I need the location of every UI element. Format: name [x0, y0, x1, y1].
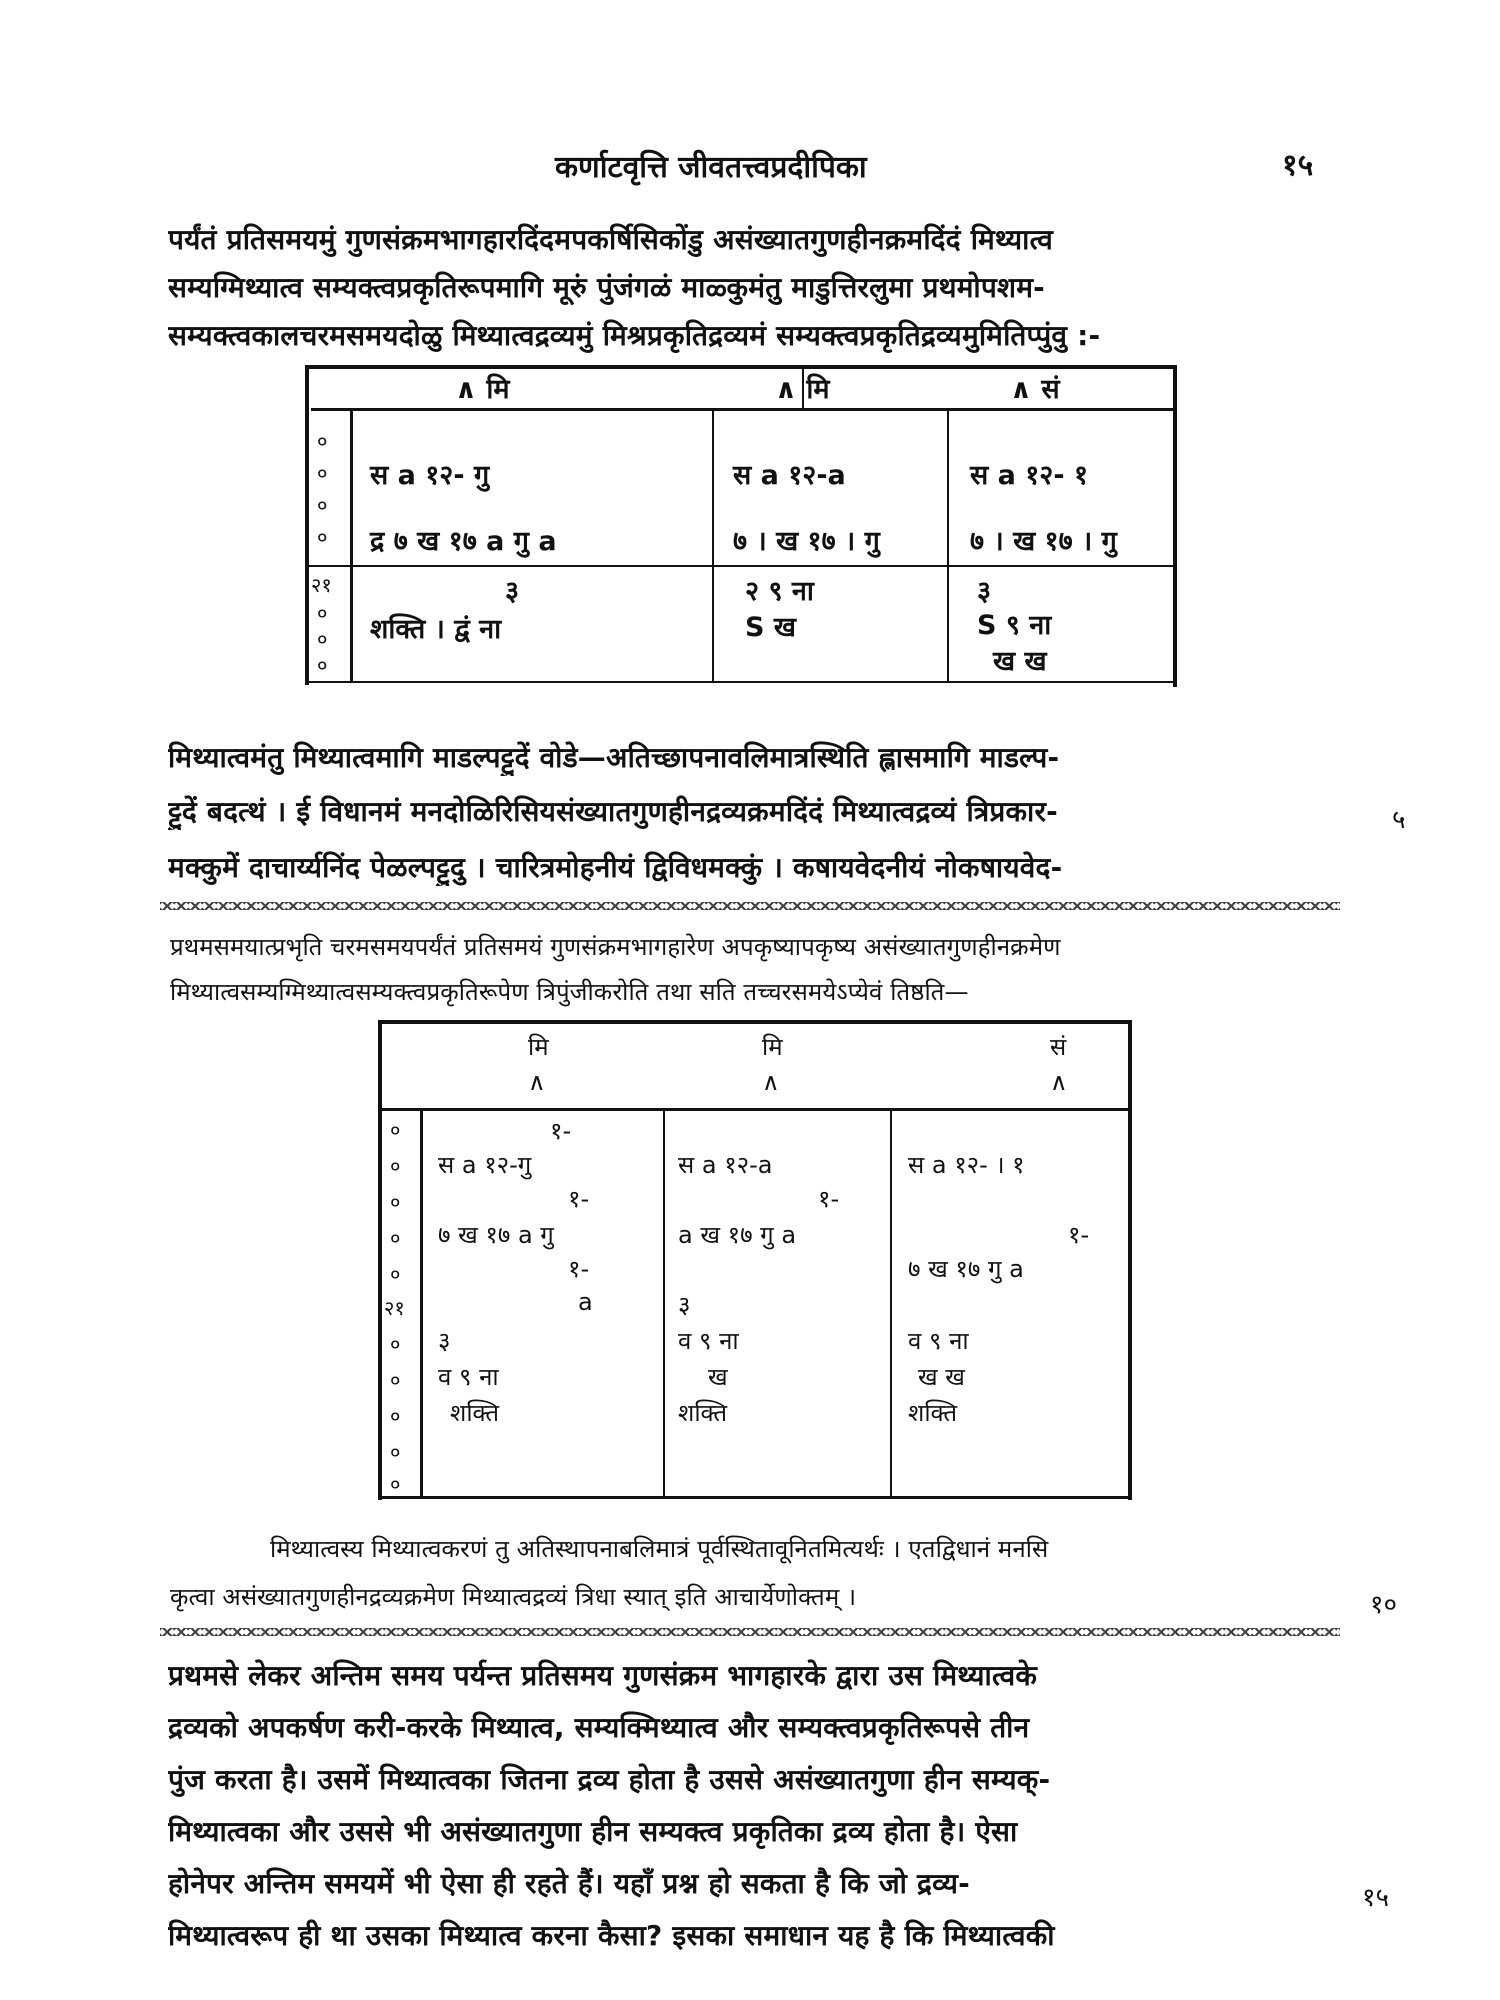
- table-2-left-mark: ०: [390, 1368, 401, 1392]
- wavy-separator-2: [160, 1628, 1340, 1636]
- table-2-left-border: [378, 1020, 382, 1500]
- table-1-c1-r2: द्र ७ ख १७ a गु a: [370, 526, 557, 557]
- table-2-right-border: [1128, 1020, 1132, 1500]
- table-2-c2-r6: ख: [708, 1363, 728, 1391]
- table-2-hat-2: ∧: [762, 1068, 780, 1096]
- page-number: १५: [1282, 148, 1314, 183]
- table-2-inner-left-border: [420, 1110, 423, 1498]
- table-1-c2-r4: S ख: [745, 612, 796, 643]
- kannada-top-line-2: सम्यग्मिथ्यात्व सम्यक्त्वप्रकृतिरूपमागि मूरुं पुंजंगळं माळ्कुमंतु माडुत्तिरलुमा प्रथमोपशम-: [168, 271, 1045, 304]
- hindi-line-2: द्रव्यको अपकर्षण करी-करके मिथ्यात्व, सम्यक्मिथ्यात्व और सम्यक्त्वप्रकृतिरूपसे तीन: [168, 1711, 1030, 1744]
- table-1-c3-r1: स a १२- १: [970, 460, 1088, 491]
- hindi-line-5: होनेपर अन्तिम समयमें भी ऐसा ही रहते हैं। यहाँ प्रश्न हो सकता है कि जो द्रव्य-: [168, 1867, 970, 1900]
- sanskrit-top-line-1: प्रथमसमयात्प्रभृति चरमसमयपर्यंतं प्रतिसमयं गुणसंक्रमभागहारेण अपकृष्यापकृष्य असंख्यातगुणहीनक्रमेण: [170, 933, 1061, 961]
- hindi-line-3: पुंज करता है। उसमें मिथ्यात्वका जितना द्रव्य होता है उससे असंख्यातगुणा हीन सम्यक्-: [168, 1763, 1051, 1796]
- table-1-col-divider-1: [712, 411, 714, 681]
- table-2-c3-r4: व ९ ना: [908, 1327, 969, 1355]
- table-2-header-2: मि: [762, 1033, 783, 1061]
- table-2-left-mark: ०: [390, 1262, 401, 1286]
- table-2-c1-r4: ७ ख १७ a गु: [438, 1221, 554, 1249]
- table-2-c2-r5: व ९ ना: [678, 1327, 739, 1355]
- table-1-header-1: ∧ मि: [455, 374, 510, 405]
- table-1-c3-r5: ख ख: [993, 646, 1047, 677]
- table-2-c3-r2: १-: [1068, 1221, 1090, 1249]
- table-2-c1-r8: व ९ ना: [438, 1363, 499, 1391]
- table-2-left-mark: ०: [390, 1118, 401, 1142]
- table-2-c1-r9: शक्ति: [450, 1399, 500, 1427]
- table-2: [378, 1020, 1130, 1500]
- table-2-col-divider-1: [663, 1110, 665, 1498]
- table-1-c1-r3: ३: [505, 576, 520, 607]
- wavy-separator-1: [160, 902, 1340, 910]
- table-2-col-divider-2: [890, 1110, 892, 1498]
- table-1-c3-r2: ७ । ख १७ । गु: [970, 526, 1117, 557]
- kannada-top-line-3: सम्यक्त्वकालचरमसमयदोळु मिथ्यात्वद्रव्यमुं मिश्रप्रकृतिद्रव्यमं सम्यक्त्वप्रकृतिद्रव्यमुमितिप्पुंवु :-: [168, 319, 1101, 352]
- table-2-c2-r2: १-: [818, 1185, 840, 1213]
- table-1-inner-left-border: [350, 411, 353, 683]
- table-2-c3-r1: स a १२- । १: [908, 1151, 1025, 1179]
- table-1-header-3: ∧ सं: [1010, 374, 1060, 405]
- hindi-line-4: मिथ्यात्वका और उससे भी असंख्यातगुणा हीन सम्यक्त्व प्रकृतिका द्रव्य होता है। ऐसा: [168, 1815, 1018, 1848]
- table-2-header-rule: [378, 1108, 1130, 1111]
- table-2-header-1: मि: [528, 1033, 549, 1061]
- table-2-c2-r3: a ख १७ गु a: [678, 1221, 797, 1249]
- table-1: [305, 365, 1175, 685]
- table-1-c3-r3: ३: [977, 576, 992, 607]
- table-2-hat-3: ∧: [1050, 1068, 1068, 1096]
- sanskrit-bottom-line-2: कृत्वा असंख्यातगुणहीनद्रव्यक्रमेण मिथ्यात्वद्रव्यं त्रिधा स्यात् इति आचार्येणोक्तम् ।: [170, 1583, 857, 1611]
- table-2-hat-1: ∧: [528, 1068, 546, 1096]
- table-1-bottom-rule: [305, 681, 1175, 683]
- margin-line-number-5: ५: [1392, 805, 1406, 835]
- table-1-right-border: [1173, 365, 1177, 687]
- table-1-left-mark: ०: [317, 461, 328, 485]
- table-1-left-mark: ०: [317, 601, 328, 625]
- table-1-c2-r3: २ ९ ना: [745, 576, 814, 607]
- table-1-col-divider-2: [947, 411, 949, 681]
- table-2-left-mark: ०: [390, 1404, 401, 1428]
- table-2-c3-r5: ख ख: [918, 1363, 965, 1391]
- table-2-left-mark: ०: [390, 1332, 401, 1356]
- table-2-header-3: सं: [1050, 1033, 1067, 1061]
- table-1-c1-r1: स a १२- गु: [370, 460, 490, 491]
- sanskrit-top-line-2: मिथ्यात्वसम्यग्मिथ्यात्वसम्यक्त्वप्रकृतिरूपेण त्रिपुंजीकरोति तथा सति तच्चरसमयेऽप्येवं तिष्ठति—: [170, 978, 969, 1006]
- table-1-header-rule: [311, 408, 1175, 411]
- table-1-left-mark: ०: [317, 429, 328, 453]
- kannada-mid-line-1: मिथ्यात्वमंतु मिथ्यात्वमागि माडल्पट्टुदें वोडे—अतिच्छापनावलिमात्रस्थिति ह्लासमागि माडल्प-: [168, 741, 1060, 774]
- table-2-left-mark: ०: [390, 1226, 401, 1250]
- margin-line-number-15: १५: [1362, 1883, 1390, 1913]
- table-2-left-mark: ०: [390, 1154, 401, 1178]
- kannada-mid-line-3: मक्कुमें दाचार्य्यनिंद पेळल्पट्टुदु । चारित्रमोहनीयं द्विविधमक्कुं । कषायवेदनीयं नोकषायवेद-: [168, 851, 1063, 884]
- table-1-left-mark: ०: [317, 493, 328, 517]
- hindi-line-1: प्रथमसे लेकर अन्तिम समय पर्यन्त प्रतिसमय गुणसंक्रम भागहारके द्वारा उस मिथ्यात्वके: [168, 1659, 1038, 1692]
- table-1-c1-r4: शक्ति । द्वं ना: [370, 614, 502, 645]
- table-1-c2-r2: ७ । ख १७ । गु: [733, 526, 880, 557]
- table-2-c3-r3: ७ ख १७ गु a: [908, 1255, 1024, 1283]
- table-1-mid-rule: [305, 565, 1175, 567]
- table-1-left-border: [305, 365, 309, 685]
- sanskrit-bottom-line-1: मिथ्यात्वस्य मिथ्यात्वकरणं तु अतिस्थापनाबलिमात्रं पूर्वस्थितावूनितमित्यर्थः । एतद्विधानं मनसि: [270, 1535, 1049, 1563]
- table-2-left-mark: ०: [390, 1440, 401, 1464]
- table-2-c2-r7: शक्ति: [678, 1399, 728, 1427]
- table-2-c1-r1: १-: [550, 1117, 572, 1145]
- kannada-top-line-1: पर्यंतं प्रतिसमयमुं गुणसंक्रमभागहारदिंदमपकर्षिसिकोंडु असंख्यातगुणहीनक्रमदिंदं मिथ्यात्व: [168, 223, 1053, 256]
- table-2-left-mark: ०: [390, 1472, 401, 1496]
- table-1-left-mark: ०: [317, 627, 328, 651]
- kannada-mid-line-2: ट्टुदें बदत्थं । ई विधानमं मनदोळिरिसियसंख्यातगुणहीनद्रव्यक्रमदिंदं मिथ्यात्वद्रव्यं त्रिप्रकार-: [168, 795, 1058, 828]
- table-1-left-mark: २१: [311, 573, 332, 597]
- table-2-left-mark: ०: [390, 1190, 401, 1214]
- table-2-c3-r6: शक्ति: [908, 1399, 958, 1427]
- hindi-line-6: मिथ्यात्वरूप ही था उसका मिथ्यात्व करना कैसा? इसका समाधान यह है कि मिथ्यात्वकी: [168, 1919, 1055, 1952]
- table-2-c1-r3: १-: [568, 1185, 590, 1213]
- table-2-bottom-rule: [378, 1496, 1130, 1499]
- table-2-c1-r6: a: [578, 1288, 593, 1316]
- page-header-title: कर्णाटवृत्ति जीवतत्त्वप्रदीपिका: [555, 150, 867, 185]
- table-2-c1-r2: स a १२-गु: [438, 1151, 532, 1179]
- table-2-c2-r1: स a १२-a: [678, 1151, 773, 1179]
- table-1-header-2: ∧ मि: [775, 374, 830, 405]
- table-2-c1-r7: ३: [438, 1327, 451, 1355]
- table-1-c2-r1: स a १२-a: [733, 460, 846, 491]
- table-1-left-mark: ०: [317, 653, 328, 677]
- table-2-top-rule: [378, 1020, 1130, 1024]
- margin-line-number-10: १०: [1370, 1590, 1398, 1620]
- table-1-c3-r4: S ९ ना: [977, 610, 1052, 641]
- table-2-left-mark: २१: [384, 1296, 405, 1320]
- table-1-left-mark: ०: [317, 525, 328, 549]
- table-2-c2-r4: ३: [678, 1291, 691, 1319]
- table-2-c1-r5: १-: [568, 1255, 590, 1283]
